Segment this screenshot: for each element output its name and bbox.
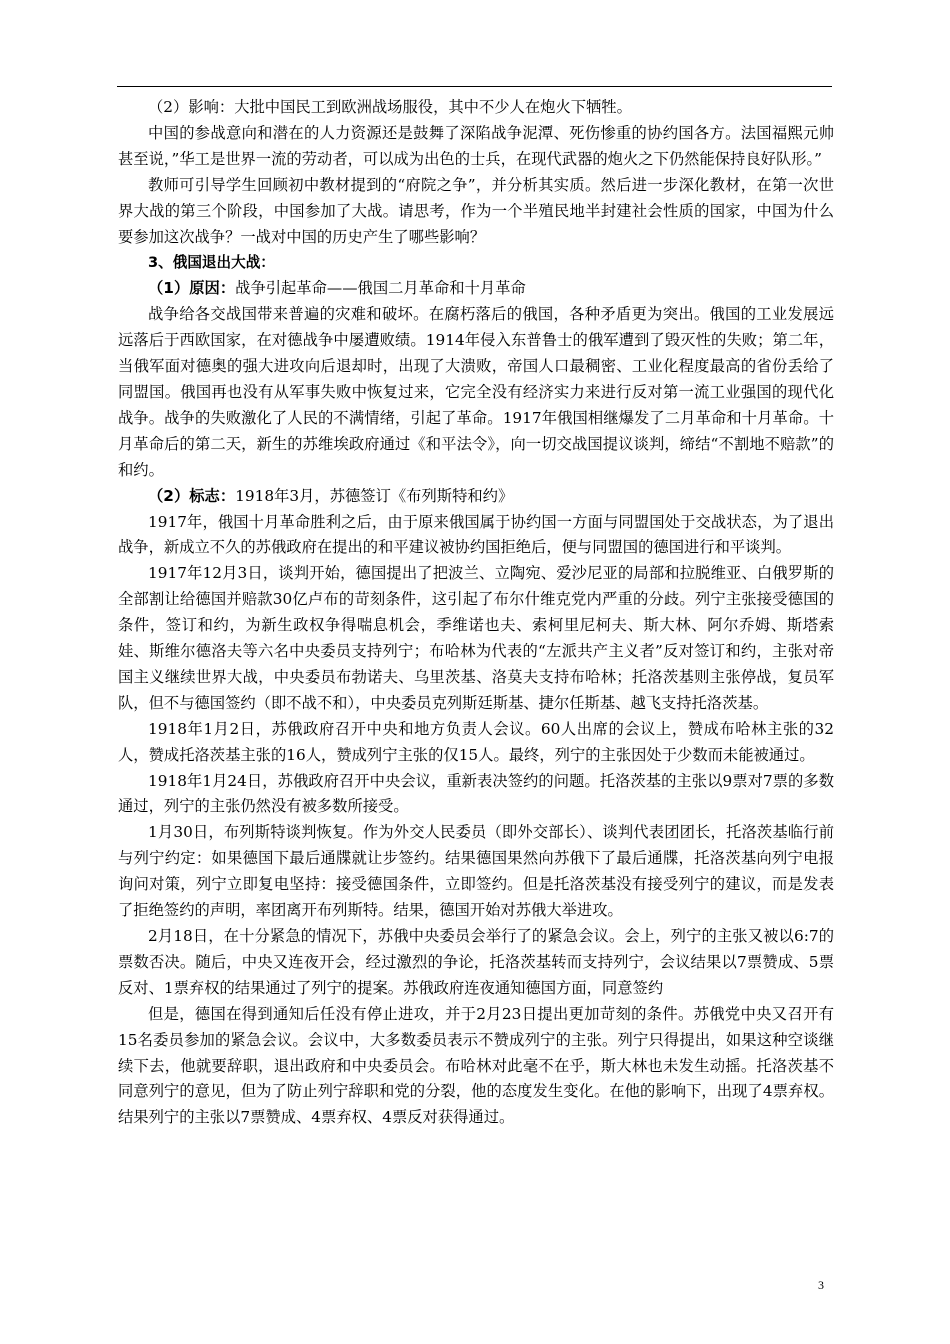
paragraph-war-disaster: 战争给各交战国带来普遍的灾难和破坏。在腐朽落后的俄国，各种矛盾更为突出。俄国的工业发展远远落后于西欧国家，在对德战争中屡遭败绩。1914年侵入东普鲁士的俄军遭到了毁灭性的失败；第二年，当俄军面对德奥的强大进攻向后退却时，出现了大溃败，帝国人口最稠密、工业化程度最高的省份丢给了同盟国。俄国再也没有从军事失败中恢复过来，它完全没有经济实力来进行反对第一流工业强国的现代化战争。战争的失败激化了人民的不满情绪，引起了革命。1917年俄国相继爆发了二月革命和十月革命。十月革命后的第二天，新生的苏维埃政府通过《和平法令》，向一切交战国提议谈判，缔结“不割地不赔款”的和约。: [118, 305, 834, 479]
marker-label: （2）标志：: [148, 486, 236, 505]
paragraph-feb-18: 2月18日，在十分紧急的情况下，苏俄中央委员会举行了的紧急会议。会上，列宁的主张又被以6:7的票数否决。随后，中央又连夜开会，经过激烈的争论，托洛茨基转而支持列宁，会议结果以7票赞成、5票反对、1票弃权的结果通过了列宁的提案。苏俄政府连夜通知德国方面，同意签约: [118, 927, 834, 997]
paragraph-marker: [118, 484, 834, 510]
page-content: [118, 95, 834, 1131]
paragraph-jan-30: 1月30日，布列斯特谈判恢复。作为外交人民委员（即外交部长）、谈判代表团团长，托洛茨基临行前与列宁约定：如果德国下最后通牒就让步签约。结果德国果然向苏俄下了最后通牒，托洛茨基向列宁电报询问对策，列宁立即复电坚持：接受德国条件，立即签约。但是托洛茨基没有接受列宁的建议，而是发表了拒绝签约的声明，率团离开布列斯特。结果，德国开始对苏俄大举进攻。: [118, 823, 834, 920]
paragraph-feb-23: 但是，德国在得到通知后任没有停止进攻，并于2月23日提出更加苛刻的条件。苏俄党中央又召开有15名委员参加的紧急会议。会议中，大多数委员表示不赞成列宁的主张。列宁只得提出，如果这种空谈继续下去，他就要辞职，退出政府和中央委员会。布哈林对此毫不在乎，斯大林也未发生动摇。托洛茨基不同意列宁的意见，但为了防止列宁辞职和党的分裂，他的态度发生变化。在他的影响下，出现了4票弃权。结果列宁的主张以7票赞成、4票弃权、4票反对获得通过。: [118, 1004, 834, 1127]
paragraph-teacher-guide: 教师可引导学生回顾初中教材提到的“府院之争”，并分析其实质。然后进一步深化教材，在第一次世界大战的第三个阶段，中国参加了大战。请思考，作为一个半殖民地半封建社会性质的国家，中国为什么要参加这次战争？一战对中国的历史产生了哪些影响？: [118, 175, 834, 246]
paragraph-1917-negotiation: 1917年，俄国十月革命胜利之后，由于原来俄国属于协约国一方面与同盟国处于交战状态，为了退出战争，新成立不久的苏俄政府在提出的和平建议被协约国拒绝后，便与同盟国的德国进行和平谈判。: [118, 512, 834, 557]
paragraph-cause: [118, 276, 834, 302]
paragraph-dec-3: 1917年12月3日，谈判开始，德国提出了把波兰、立陶宛、爱沙尼亚的局部和拉脱维亚、白俄罗斯的全部割让给德国并赔款30亿卢布的苛刻条件，这引起了布尔什维克党内严重的分歧。列宁主张接受德国的条件，签订和约，为新生政权争得喘息机会，季维诺也夫、索柯里尼柯夫、斯大林、阿尔乔姆、斯塔索娃、斯维尔德洛夫等六名中央委员支持列宁；布哈林为代表的“左派共产主义者”反对签订和约，主张对帝国主义继续世界大战，中央委员布勃诺夫、乌里茨基、洛莫夫支持布哈林；托洛茨基则主张停战，复员军队，但不与德国签约（即不战不和），中央委员克列斯廷斯基、捷尔任斯基、越飞支持托洛茨基。: [118, 564, 834, 712]
paragraph-foch-quote: 中国的参战意向和潜在的人力资源还是鼓舞了深陷战争泥潭、死伤惨重的协约国各方。法国福熙元帅甚至说，”华工是世界一流的劳动者，可以成为出色的士兵，在现代武器的炮火之下仍然能保持良好队形。”: [118, 123, 834, 168]
page-number: 3: [818, 1278, 824, 1292]
cause-label: （1）原因：: [148, 279, 236, 298]
header-rule: [117, 86, 832, 87]
paragraph-impact: （2）影响：大批中国民工到欧洲战场服役，其中不少人在炮火下牺牲。: [148, 98, 632, 116]
paragraph-jan-2: 1918年1月2日，苏俄政府召开中央和地方负责人会议。60人出席的会议上，赞成布哈林主张的32人，赞成托洛茨基主张的16人，赞成列宁主张的仅15人。最终，列宁的主张因处于少数而未能被通过。: [118, 719, 834, 764]
cause-text: 战争引起革命——俄国二月革命和十月革命: [235, 279, 526, 298]
paragraph-jan-24: 1918年1月24日，苏俄政府召开中央会议，重新表决签约的问题。托洛茨基的主张以9票对7票的多数通过，列宁的主张仍然没有被多数所接受。: [118, 771, 834, 816]
marker-text: 1918年3月，苏德签订《布列斯特和约》: [235, 486, 514, 505]
section-heading-russia-exit: 3、俄国退出大战：: [148, 254, 275, 272]
